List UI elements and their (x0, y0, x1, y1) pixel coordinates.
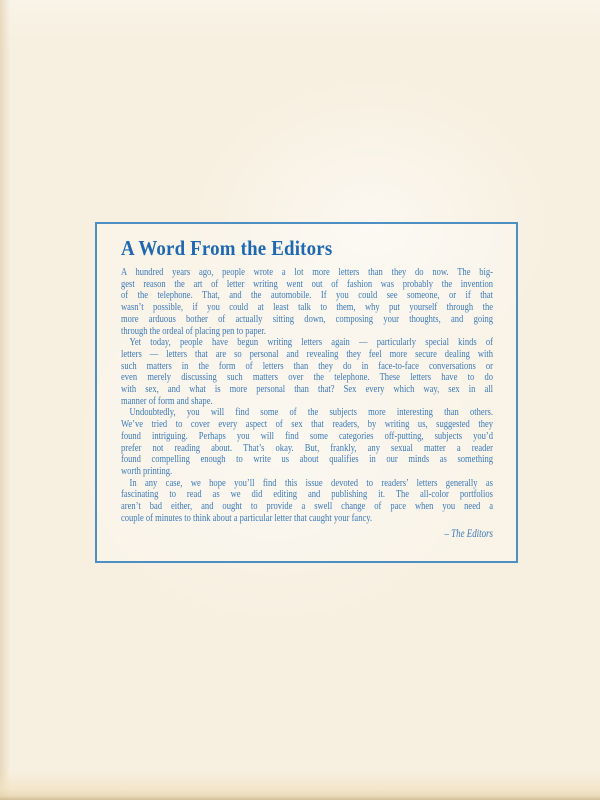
letter-signature: – The Editors (444, 528, 493, 541)
text-line: letters — letters that are so personal and revealing they feel more secure dealing with (121, 347, 493, 360)
text-line: Yet today, people have begun writing letters again — particularly special kinds of (129, 336, 493, 349)
page-bottom-edge-line (0, 796, 600, 800)
letter-paragraphs (121, 267, 493, 524)
text-line: of the telephone. That, and the automobile. If you could see someone, or if that (121, 289, 493, 302)
text-line: In any case, we hope you’ll find this issue devoted to readers’ letters generally as (129, 476, 493, 489)
text-line: We’ve tried to cover every aspect of sex that readers, by writing us, suggested they (121, 418, 493, 431)
text-line: found compelling enough to write us about qualifies in our minds as something (121, 453, 493, 466)
editors-note-box (95, 222, 518, 563)
text-line: fascinating to read as we did editing and publishing it. The all-color portfolios (121, 488, 493, 501)
text-line: even merely discussing such matters over the telephone. These letters have to do (121, 371, 493, 384)
text-line: aren’t bad either, and ought to provide a swell change of pace when you need a (121, 500, 493, 513)
text-line: worth printing. (121, 464, 173, 477)
text-line: such matters in the form of letters than they do in face-to-face conversations or (121, 359, 493, 372)
text-line: with sex, and what is more personal than that? Sex every which way, sex in all (121, 383, 493, 396)
text-line: wasn’t possible, if you could at least talk to them, why put yourself through the (121, 301, 493, 314)
text-line: found intriguing. Perhaps you will find some categories off-putting, subjects you’d (121, 429, 493, 442)
text-line: through the ordeal of placing pen to paper. (121, 324, 266, 337)
text-line: couple of minutes to think about a particular letter that caught your fancy. (121, 511, 373, 524)
page-left-edge-shading (0, 0, 10, 800)
text-line: Undoubtedly, you will find some of the subjects more interesting than others. (129, 406, 493, 419)
letter-body (121, 267, 493, 541)
page-title: A Word From the Editors (121, 236, 333, 260)
text-line: manner of form and shape. (121, 394, 213, 407)
text-line: more arduous bother of actually sitting down, composing your thoughts, and going (121, 312, 493, 325)
text-line: prefer not reading about. That’s okay. But, frankly, any sexual matter a reader (121, 441, 493, 454)
text-line: gest reason the art of letter writing went out of fashion was probably the invention (121, 277, 493, 290)
text-line: A hundred years ago, people wrote a lot more letters than they do now. The big- (121, 266, 493, 278)
